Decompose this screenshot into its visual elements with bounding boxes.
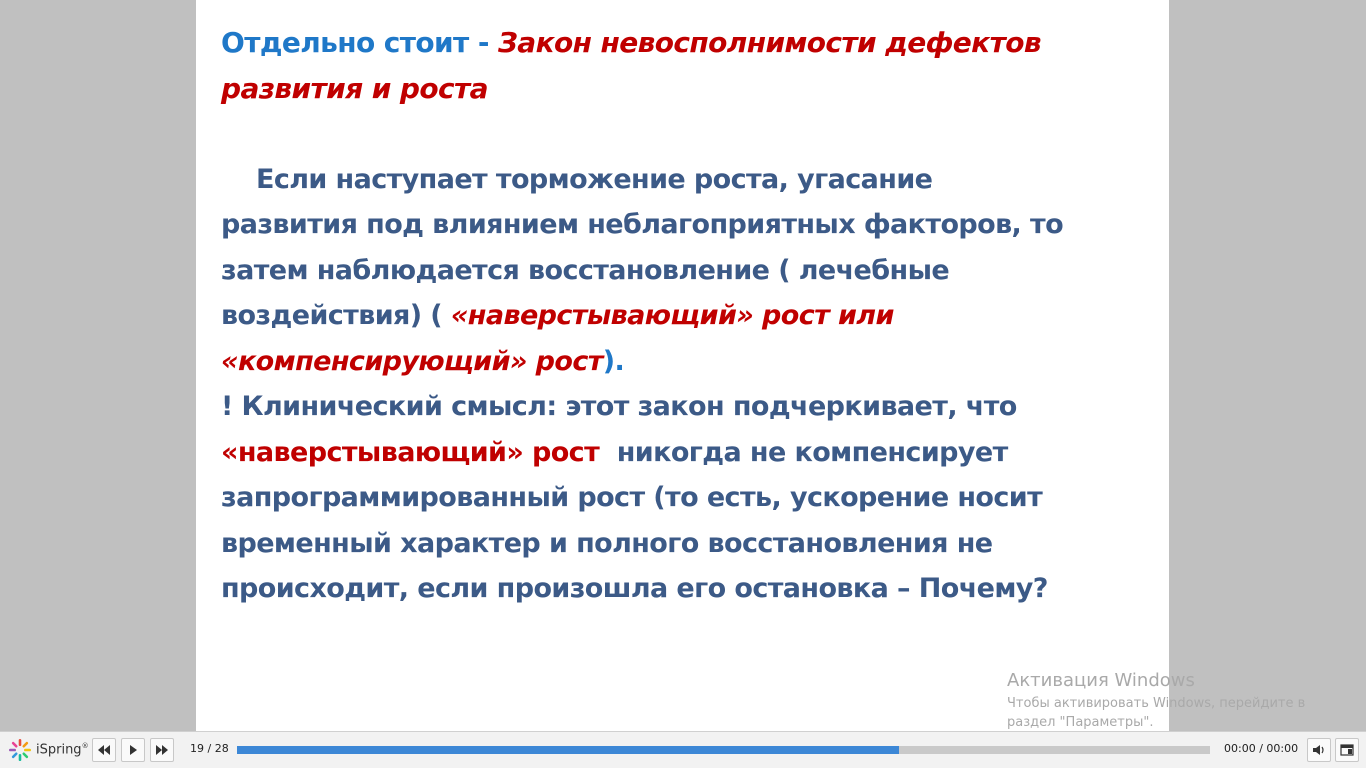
player-toolbar (0, 731, 1366, 768)
slide (196, 0, 1169, 731)
slide-body (221, 20, 1151, 612)
previous-slide-button[interactable] (92, 738, 116, 762)
layout-button[interactable] (1335, 738, 1359, 762)
catch-up-growth-term: «наверстывающий» рост (221, 436, 600, 468)
para1-line: развития под влиянием неблагоприятных факторов, то (221, 209, 1064, 240)
para2-text: никогда не компенсирует (599, 436, 1008, 468)
para2-line: ! Клинический смысл: этот закон подчеркивает, что (221, 391, 1017, 422)
para2-line: временный характер и полного восстановления не (221, 527, 993, 559)
para1-line (221, 293, 1151, 339)
play-icon (128, 745, 138, 755)
progress-bar[interactable] (237, 746, 1210, 754)
para1-line (221, 339, 1151, 385)
para2-line (221, 430, 1151, 476)
ispring-flower-icon (8, 738, 32, 762)
logo-text: iSpring® (36, 742, 89, 758)
para1-line: Если наступает торможение роста, угасание (256, 163, 933, 195)
layout-icon (1340, 744, 1354, 756)
watermark-title: Активация Windows (1007, 670, 1195, 691)
title-law-name: Закон невосполнимости дефектов (498, 26, 1041, 59)
slide-title (221, 20, 1151, 66)
watermark-line: Чтобы активировать Windows, перейдите в (1007, 696, 1306, 711)
para1-line: затем наблюдается восстановление ( лечебные (221, 254, 950, 286)
play-button[interactable] (121, 738, 145, 762)
compensatory-growth-term: «компенсирующий» рост (221, 345, 603, 377)
catch-up-growth-term: «наверстывающий» рост или (450, 300, 894, 331)
spacer (221, 111, 1151, 157)
para1-end: ). (602, 345, 625, 377)
ispring-logo (8, 738, 89, 762)
time-display: 00:00 / 00:00 (1224, 742, 1299, 755)
para2-line: запрограммированный рост (то есть, ускорение носит (221, 482, 1043, 513)
windows-activation-watermark (1007, 668, 1317, 732)
progress-fill (237, 746, 899, 754)
slide-counter: 19 / 28 (190, 742, 229, 755)
volume-icon (1312, 744, 1326, 756)
volume-button[interactable] (1307, 738, 1331, 762)
para1-text: воздействия) ( (221, 300, 451, 331)
next-slide-button[interactable] (150, 738, 174, 762)
skip-forward-icon (155, 745, 169, 755)
skip-back-icon (97, 745, 111, 755)
para2-line: происходит, если произошла его остановка – Почему? (221, 573, 1048, 604)
watermark-line: раздел "Параметры". (1007, 715, 1154, 730)
title-lead: Отдельно стоит - (221, 26, 499, 59)
title-law-name-cont: развития и роста (221, 71, 488, 105)
